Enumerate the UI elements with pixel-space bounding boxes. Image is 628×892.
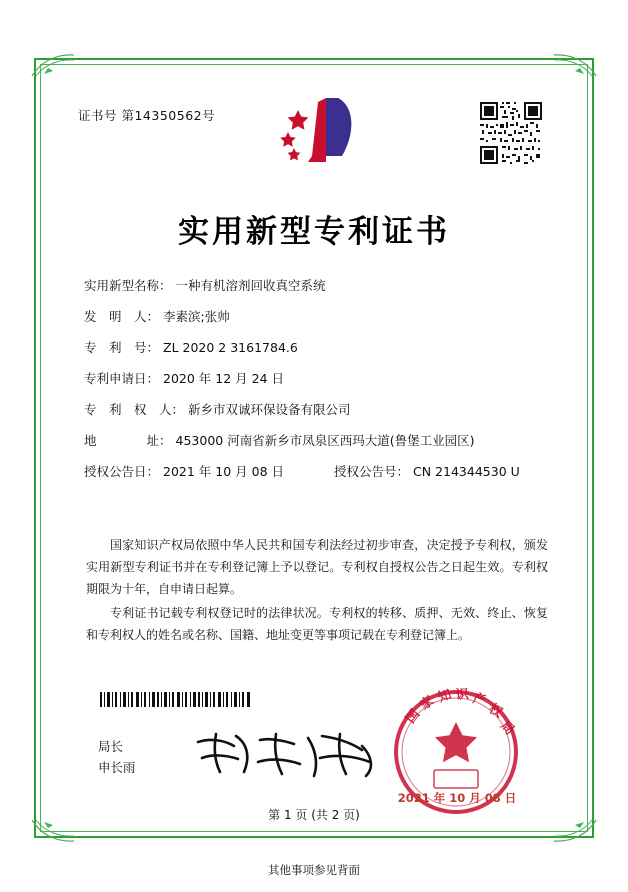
field-row-address (84, 425, 554, 456)
svg-text:局: 局 (497, 718, 517, 739)
grant-date-label: 授权公告日： (84, 464, 160, 479)
field-value: 一种有机溶剂回收真空系统 (175, 278, 326, 293)
field-label: 地 址： (84, 433, 172, 448)
grant-number-group (334, 456, 520, 487)
barcode-icon (100, 692, 250, 707)
field-value: ZL 2020 2 3161784.6 (163, 340, 298, 355)
footer-note: 其他事项参见背面 (268, 863, 360, 877)
page-title: 实用新型专利证书 (178, 214, 450, 250)
field-value: 李素滨;张帅 (163, 309, 230, 324)
field-row-invention-name (84, 270, 554, 301)
field-row-application-date (84, 363, 554, 394)
field-row-grant-announcement (84, 456, 554, 487)
paragraph-grant: 国家知识产权局依照中华人民共和国专利法经过初步审查，决定授予专利权，颁发实用新型专利证书并在专利登记簿上予以登记。专利权自授权公告之日起生效。专利权期限为十年，自申请日起算。 (86, 538, 548, 596)
page-number: 第 1 页 (共 2 页) (268, 808, 360, 822)
grant-number-value: CN 214344530 U (413, 464, 520, 479)
svg-text:家: 家 (417, 693, 437, 714)
field-label: 专 利 权 人： (84, 402, 185, 417)
legal-paragraphs (86, 534, 548, 648)
cnipa-logo-icon (268, 92, 378, 172)
certificate-number: 证书号 第14350562号 (78, 108, 216, 123)
svg-text:知: 知 (436, 687, 454, 706)
director-name-label: 申长雨 (98, 760, 136, 775)
field-label: 发 明 人： (84, 309, 160, 324)
field-value: 2020 年 12 月 24 日 (163, 371, 285, 386)
field-value: 453000 河南省新乡市凤泉区西玛大道(鲁堡工业园区) (175, 433, 475, 448)
field-label: 实用新型名称： (84, 278, 172, 293)
field-row-inventor (84, 301, 554, 332)
handwritten-signature-icon (190, 728, 390, 780)
svg-text:权: 权 (486, 701, 505, 721)
field-row-patentee (84, 394, 554, 425)
certificate-fields (84, 270, 554, 487)
field-label: 专 利 号： (84, 340, 160, 355)
paragraph-register: 专利证书记载专利权登记时的法律状况。专利权的转移、质押、无效、终止、恢复和专利权人的姓名或名称、国籍、地址变更等事项记载在专利登记簿上。 (86, 606, 548, 642)
seal-date: 2021 年 10 月 08 日 (397, 791, 517, 805)
svg-text:国: 国 (403, 706, 424, 727)
svg-text:产: 产 (471, 691, 488, 709)
signature-block (98, 736, 136, 778)
grant-number-label: 授权公告号： (334, 464, 410, 479)
field-label: 专利申请日： (84, 371, 160, 386)
svg-text:识: 识 (455, 687, 470, 703)
certificate-content (40, 64, 588, 832)
qr-code-icon (480, 102, 542, 164)
director-role-label: 局长 (98, 739, 124, 754)
field-value: 新乡市双诚环保设备有限公司 (188, 402, 351, 417)
grant-date-value: 2021 年 10 月 08 日 (163, 464, 285, 479)
field-row-patent-number (84, 332, 554, 363)
